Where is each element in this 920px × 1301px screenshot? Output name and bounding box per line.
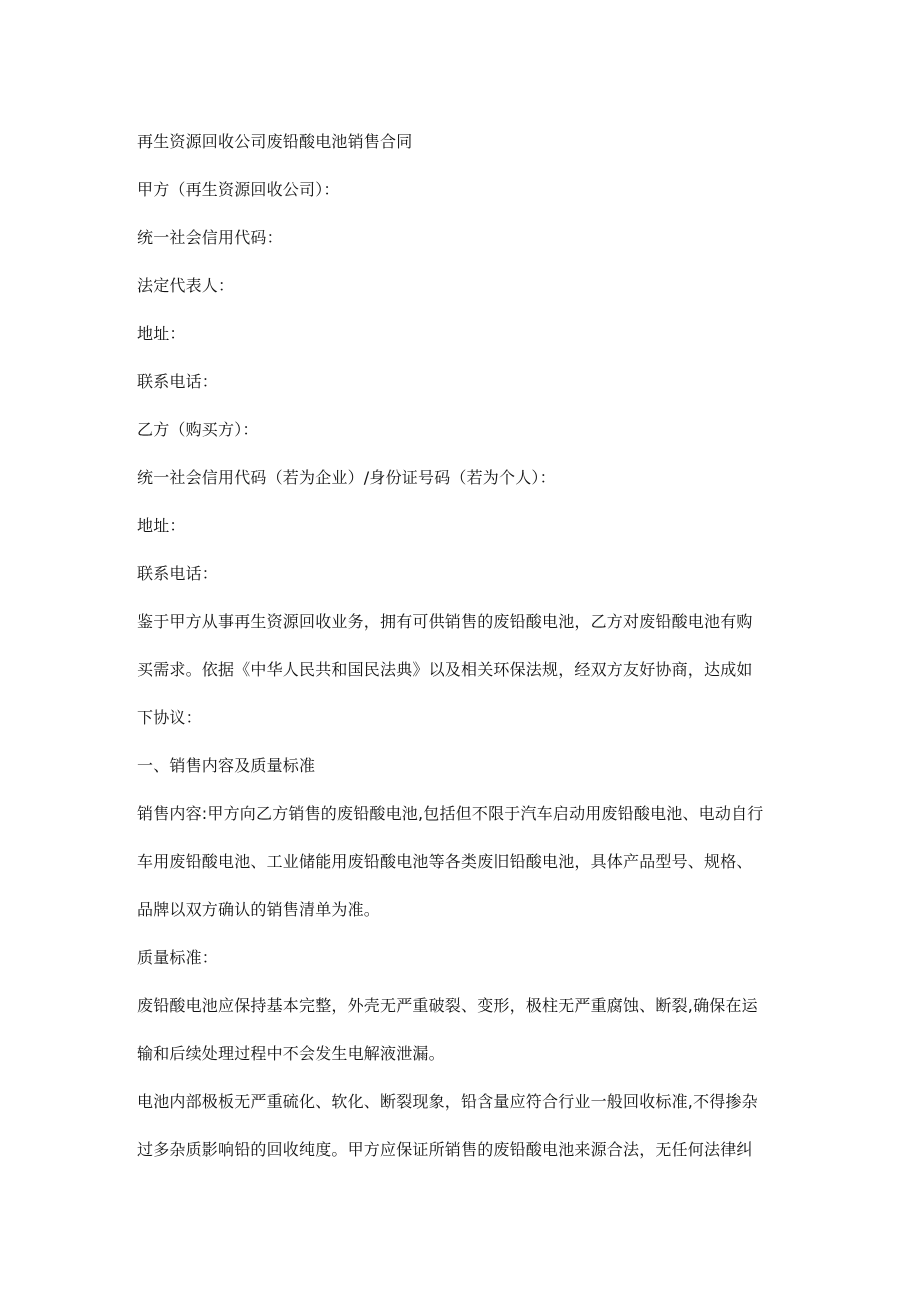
party-b-phone: 联系电话： <box>137 564 219 583</box>
quality-line: 输和后续处理过程中不会发生电解液泄漏。 <box>137 1044 445 1063</box>
sales-content-paragraph <box>137 790 789 934</box>
preamble-line: 鉴于甲方从事再生资源回收业务，拥有可供销售的废铅酸电池，乙方对废铅酸电池有购 <box>137 612 753 631</box>
quality-line: 废铅酸电池应保持基本完整，外壳无严重破裂、变形，极柱无严重腐蚀、断裂,确保在运 <box>137 996 758 1015</box>
quality-standard-heading: 质量标准： <box>137 948 219 967</box>
sales-content-line: 车用废铅酸电池、工业储能用废铅酸电池等各类废旧铅酸电池，具体产品型号、规格、 <box>137 852 753 871</box>
party-a-phone: 联系电话： <box>137 372 219 391</box>
quality-line: 电池内部极板无严重硫化、软化、断裂现象，铅含量应符合行业一般回收标准,不得掺杂 <box>137 1092 758 1111</box>
quality-line: 过多杂质影响铅的回收纯度。甲方应保证所销售的废铅酸电池来源合法，无任何法律纠 <box>137 1140 753 1159</box>
party-b-address: 地址： <box>137 516 186 535</box>
sales-content-line: 品牌以双方确认的销售清单为准。 <box>137 900 381 919</box>
party-a-legal-rep: 法定代表人： <box>137 276 235 295</box>
document-title: 再生资源回收公司废铅酸电池销售合同 <box>137 132 413 151</box>
party-a-heading: 甲方（再生资源回收公司）： <box>137 180 340 199</box>
preamble-line: 买需求。依据《中华人民共和国民法典》以及相关环保法规，经双方友好协商，达成如 <box>137 660 753 679</box>
party-b-heading: 乙方（购买方）： <box>137 420 259 439</box>
quality-paragraph-2 <box>137 1078 789 1174</box>
sales-content-line: 销售内容:甲方向乙方销售的废铅酸电池,包括但不限于汽车启动用废铅酸电池、电动自行 <box>137 804 764 823</box>
preamble-line: 下协议： <box>137 708 202 727</box>
party-a-credit-code: 统一社会信用代码： <box>137 228 283 247</box>
preamble-paragraph <box>137 598 789 742</box>
contract-document <box>137 118 789 1174</box>
party-a-address: 地址： <box>137 324 186 343</box>
quality-paragraph-1 <box>137 982 789 1078</box>
section-1-heading: 一、销售内容及质量标准 <box>137 756 316 775</box>
party-b-id-code: 统一社会信用代码（若为企业）/身份证号码（若为个人）： <box>137 468 556 487</box>
